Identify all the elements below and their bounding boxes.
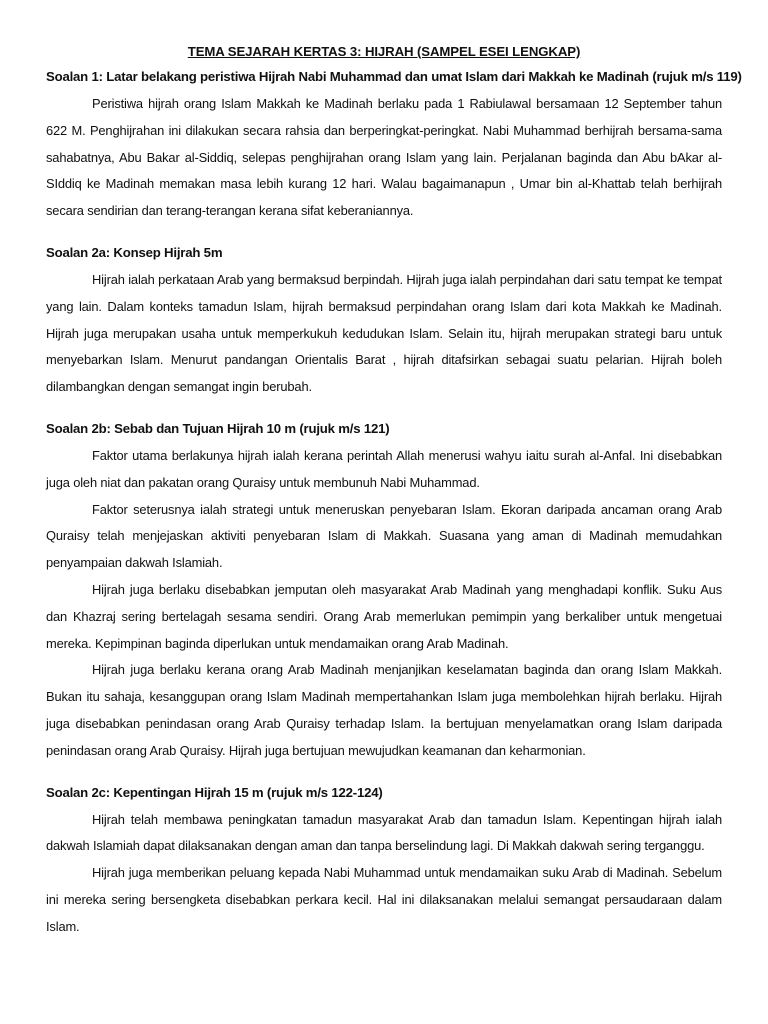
- section-soalan-1: [46, 67, 742, 225]
- document-title: TEMA SEJARAH KERTAS 3: HIJRAH (SAMPEL ESEI LENGKAP): [187, 44, 581, 59]
- paragraph: Hijrah juga berlaku disebabkan jemputan oleh masyarakat Arab Madinah yang menghadapi konflik. Suku Aus dan Khazraj sering bertelagah sesama sendiri. Orang Arab memerlukan pemimpin yang berkaliber untuk mengetuai mereka. Kepimpinan baginda diperlukan untuk mendamaikan orang Arab Madinah.: [46, 581, 722, 651]
- section-heading: Soalan 2b: Sebab dan Tujuan Hijrah 10 m (rujuk m/s 121): [46, 420, 390, 436]
- section-heading: Soalan 1: Latar belakang peristiwa Hijrah Nabi Muhammad dan umat Islam dari Makkah ke Madinah (rujuk m/s 119): [46, 69, 742, 84]
- paragraph: Hijrah ialah perkataan Arab yang bermaksud berpindah. Hijrah juga ialah perpindahan dari satu tempat ke tempat yang lain. Dalam konteks tamadun Islam, hijrah bermaksud perpindahan orang Islam dari kota Makkah ke Madinah. Hijrah juga merupakan usaha untuk memperkukuh kedudukan Islam. Selain itu, hijrah merupakan strategi baru untuk menyebarkan Islam. Menurut pandangan Orientalis Barat , hijrah ditafsirkan sebagai suatu pelarian. Hijrah boleh dilambangkan dengan semangat ingin berubah.: [46, 271, 722, 395]
- paragraph: Faktor seterusnya ialah strategi untuk meneruskan penyebaran Islam. Ekoran daripada ancaman orang Arab Quraisy telah menjejaskan aktiviti penyebaran Islam di Makkah. Suasana yang aman di Madinah memudahkan penyampaian dakwah Islamiah.: [46, 501, 722, 571]
- paragraph: Peristiwa hijrah orang Islam Makkah ke Madinah berlaku pada 1 Rabiulawal bersamaan 12 September tahun 622 M. Penghijrahan ini dilakukan secara rahsia dan berperingkat-peringkat. Nabi Muhammad berhijrah bersama-sama sahabatnya, Abu Bakar al-Siddiq, selepas penghijrahan orang Islam yang lain. Perjalanan baginda dan Abu bAkar al-SIddiq ke Madinah memakan masa lebih kurang 12 hari. Walau bagaimanapun , Umar bin al-Khattab telah berhijrah secara sendirian dan terang-terangan kerana sifat keberaniannya.: [46, 96, 722, 219]
- paragraph: Hijrah telah membawa peningkatan tamadun masyarakat Arab dan tamadun Islam. Kepentingan hijrah ialah dakwah Islamiah dapat dilaksanakan dengan aman dan tanpa berselindung lagi. Di Makkah dakwah sering terganggu.: [46, 811, 722, 854]
- section-soalan-2b: [46, 419, 722, 765]
- paragraph: Hijrah juga berlaku kerana orang Arab Madinah menjanjikan keselamatan baginda dan orang Islam Makkah. Bukan itu sahaja, kesanggupan orang Islam Madinah mempertahankan Islam juga membolehkan hijrah berlaku. Hijrah juga disebabkan penindasan orang Arab Quraisy terhadap Islam. Ia bertujuan menyelamatkan orang Islam daripada penindasan orang Arab Quraisy. Hijrah juga bertujuan mewujudkan keamanan dan keharmonian.: [46, 662, 722, 758]
- paragraph: Faktor utama berlakunya hijrah ialah kerana perintah Allah menerusi wahyu iaitu surah al-Anfal. Ini disebabkan juga oleh niat dan pakatan orang Quraisy untuk membunuh Nabi Muhammad.: [46, 447, 722, 490]
- section-soalan-2a: [46, 243, 722, 401]
- section-soalan-2c: [46, 783, 722, 941]
- section-heading: Soalan 2c: Kepentingan Hijrah 15 m (rujuk m/s 122-124): [46, 784, 383, 800]
- paragraph: Hijrah juga memberikan peluang kepada Nabi Muhammad untuk mendamaikan suku Arab di Madinah. Sebelum ini mereka sering bersengketa disebabkan perkara kecil. Hal ini dilaksanakan melalui semangat persaudaraan dalam Islam.: [46, 865, 722, 934]
- section-heading: Soalan 2a: Konsep Hijrah 5m: [46, 244, 223, 260]
